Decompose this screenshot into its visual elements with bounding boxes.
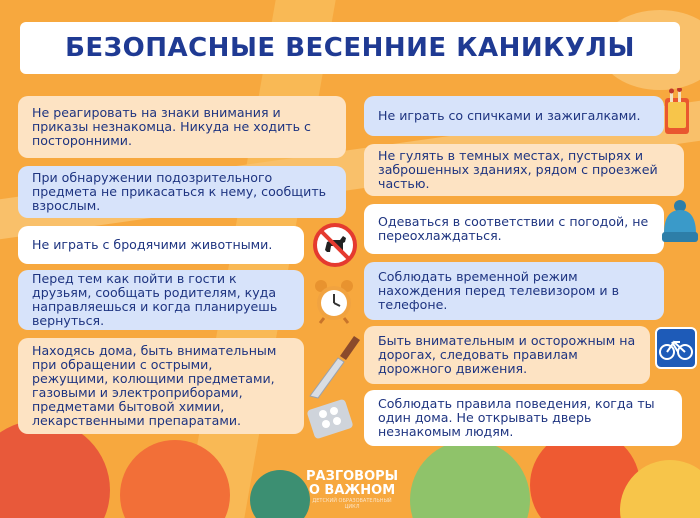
- page-title: БЕЗОПАСНЫЕ ВЕСЕННИЕ КАНИКУЛЫ: [65, 33, 635, 63]
- rule-card: [364, 326, 650, 384]
- rule-card: [18, 166, 346, 218]
- knife-icon: [302, 330, 362, 400]
- rule-text: Соблюдать правила поведения, когда ты один дома. Не открывать дверь незнакомым людям.: [378, 396, 655, 439]
- rule-text: Соблюдать временной режим нахождения перед телевизором и в телефоне.: [378, 269, 620, 312]
- bicycle-sign-icon: [654, 326, 698, 370]
- rule-text: Не реагировать на знаки внимания и приказы незнакомца. Никуда не ходить с посторонними.: [32, 105, 311, 148]
- background-flower: [410, 440, 530, 518]
- no-dogs-icon: [312, 222, 358, 268]
- rule-card: [364, 262, 664, 320]
- rule-card: [18, 96, 346, 158]
- alarm-clock-icon: [312, 278, 356, 324]
- title-banner: [20, 22, 680, 74]
- rule-text: Не играть с бродячими животными.: [32, 237, 273, 252]
- matches-icon: [662, 88, 692, 136]
- rule-text: Находясь дома, быть внимательным при обращении с острыми, режущими, колющими предметами, газовыми и электроприборами, предметами бытовой химии, лекарственными препаратами.: [32, 343, 277, 428]
- rule-card: [364, 204, 664, 254]
- rule-text: Не играть со спичками и зажигалками.: [378, 108, 641, 123]
- rule-text: Перед тем как пойти в гости к друзьям, сообщать родителям, куда направляешься и когда планируешь вернуться.: [32, 271, 278, 328]
- rule-card: [18, 270, 304, 330]
- rule-card: [364, 96, 664, 136]
- rule-card: [364, 390, 682, 446]
- background-flower: [250, 470, 310, 518]
- rule-text: Не гулять в темных местах, пустырях и заброшенных зданиях, рядом с проезжей частью.: [378, 148, 658, 191]
- pills-icon: [306, 396, 356, 442]
- logo-line: РАЗГОВОРЫ: [306, 469, 399, 484]
- logo: [306, 470, 398, 510]
- logo-subtitle: ДЕТСКИЙ ОБРАЗОВАТЕЛЬНЫЙ ЦИКЛ: [312, 498, 392, 510]
- knit-hat-icon: [660, 200, 700, 248]
- background-flower: [0, 420, 110, 518]
- rule-text: Быть внимательным и осторожным на дорогах, следовать правилам дорожного движения.: [378, 333, 636, 376]
- rule-card: [18, 226, 304, 264]
- rule-card: [18, 338, 304, 434]
- rule-text: При обнаружении подозрительного предмета не прикасаться к нему, сообщить взрослым.: [32, 170, 327, 213]
- rule-text: Одеваться в соответствии с погодой, не переохлаждаться.: [378, 214, 649, 243]
- rule-card: [364, 144, 684, 196]
- logo-line: О ВАЖНОМ: [308, 483, 396, 498]
